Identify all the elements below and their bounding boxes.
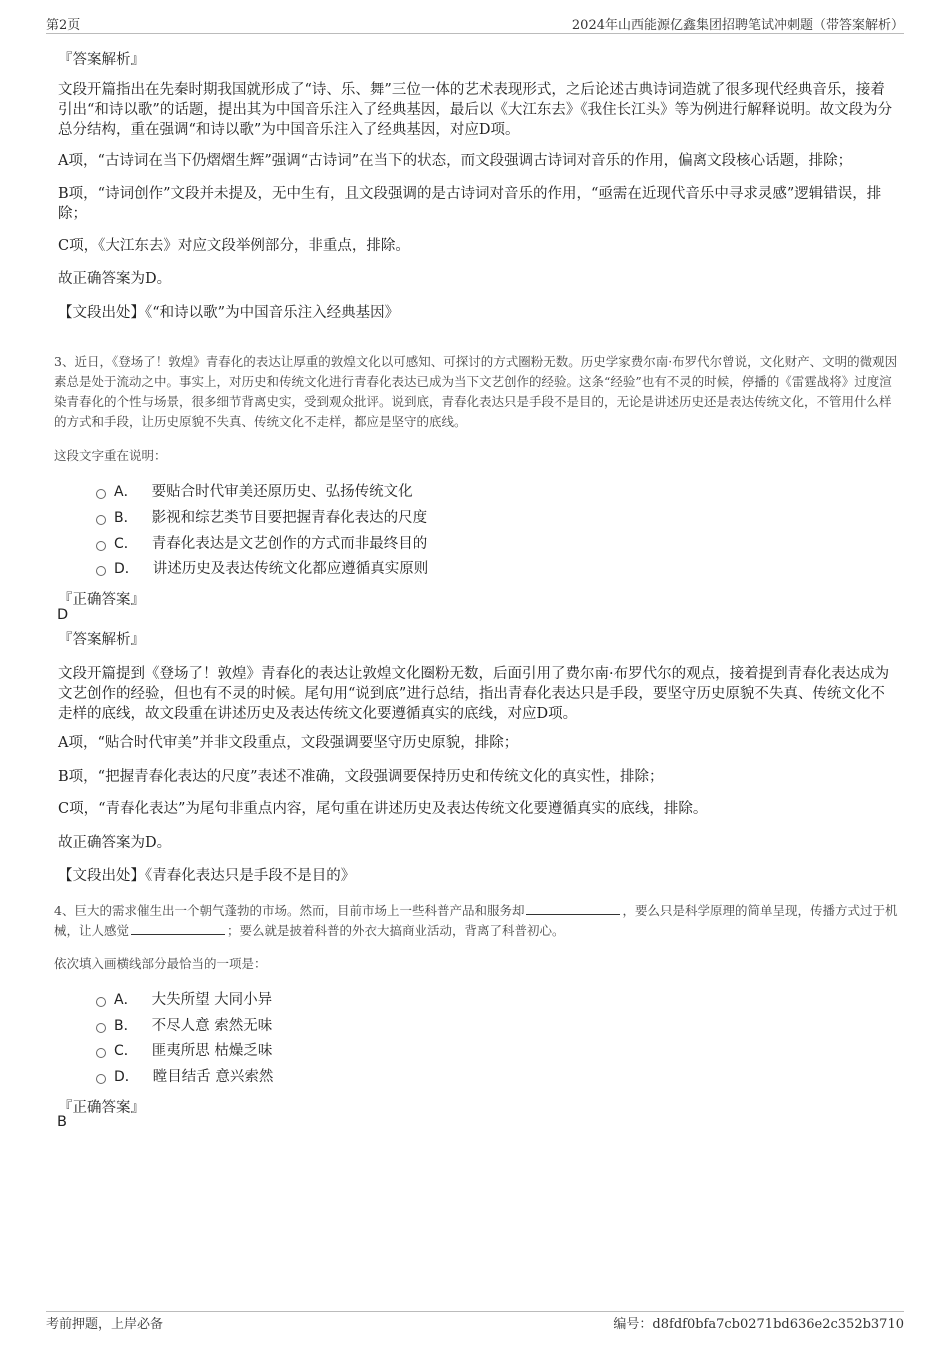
q3-option-d[interactable]: D． 讲述历史及表达传统文化都应遵循真实原则 [96, 558, 428, 580]
fill-blank-2 [131, 923, 225, 935]
q3-option-c[interactable]: C． 青春化表达是文艺创作的方式而非最终目的 [96, 533, 427, 555]
radio-icon[interactable] [96, 489, 106, 499]
footer-slogan: 考前押题，上岸必备 [46, 1317, 164, 1332]
q2-analysis-option-b: B项，“诗词创作”文段并未提及，无中生有，且文段强调的是古诗词对音乐的作用，“亟需在近现代音乐中寻求灵感”逻辑错误，排除； [58, 186, 882, 222]
q2-source: 【文段出处】《“和诗以歌”为中国音乐注入经典基因》 [58, 305, 400, 321]
q3-conclusion: 故正确答案为D。 [58, 835, 172, 851]
q2-analysis-option-c: C项，《大江东去》对应文段举例部分，非重点，排除。 [58, 238, 410, 254]
q4-option-d[interactable]: D． 瞠目结舌 意兴索然 [96, 1066, 273, 1088]
radio-icon[interactable] [96, 566, 106, 576]
q4-question: 依次填入画横线部分最恰当的一项是： [54, 956, 267, 971]
q3-analysis-text: 文段开篇提到《登场了！敦煌》青春化的表达让敦煌文化圈粉无数，后面引用了费尔南·布罗代尔的观点，接着提到青春化表达成为文艺创作的经验，但也有不灵的时候。尾句用“说到底”进行总结，指出青春化表达只是手段，要坚守历史原貌不失真、传统文化不走样的底线，故文段重在讲述历史及表达传统文化要遵循真实的底线，对应D项。 [58, 666, 890, 722]
radio-icon[interactable] [96, 541, 106, 551]
page-header [46, 14, 904, 34]
q3-correct-answer: D [57, 607, 69, 623]
q3-correct-label: 『正确答案』 [58, 592, 145, 608]
q3-analysis-option-b: B项，“把握青春化表达的尺度”表述不准确，文段强调要保持历史和传统文化的真实性，排除； [58, 769, 664, 785]
q2-analysis-option-a: A项，“古诗词在当下仍熠熠生辉”强调“古诗词”在当下的状态，而文段强调古诗词对音乐的作用，偏离文段核心话题，排除； [58, 153, 853, 169]
footer-divider [46, 1311, 904, 1312]
header-divider [46, 33, 904, 34]
radio-icon[interactable] [96, 515, 106, 525]
q4-option-c[interactable]: C． 匪夷所思 枯燥乏味 [96, 1040, 272, 1062]
q4-correct-answer: B [57, 1114, 67, 1130]
q3-option-a[interactable]: A． 要贴合时代审美还原历史、弘扬传统文化 [96, 481, 413, 503]
q3-option-b[interactable]: B． 影视和综艺类节目要把握青春化表达的尺度 [96, 507, 427, 529]
q4-stem: 4、巨大的需求催生出一个朝气蓬勃的市场。然而，目前市场上一些科普产品和服务却 ，要么只是科学原理的简单呈现，传播方式过于机械，让人感觉 ；要么就是披着科普的外衣大搞商业活动，背离了科普初心。 [54, 903, 898, 938]
q3-analysis-label: 『答案解析』 [58, 632, 145, 648]
page-footer [46, 1313, 904, 1333]
fill-blank-1 [526, 903, 620, 915]
page-number: 第2页 [46, 18, 81, 33]
q4-option-a[interactable]: A． 大失所望 大同小异 [96, 989, 272, 1011]
document-title: 2024年山西能源亿鑫集团招聘笔试冲刺题（带答案解析） [571, 18, 904, 33]
q3-question: 这段文字重在说明： [54, 448, 167, 463]
q3-stem: 3、近日，《登场了！敦煌》青春化的表达让厚重的敦煌文化以可感知、可探讨的方式圈粉无数。历史学家费尔南·布罗代尔曾说，文化财产、文明的微观因素总是处于流动之中。事实上，对历史和传统文化进行青春化表达已成为当下文艺创作的经验。这条“经验”也有不灵的时候，停播的《雷霆战将》过度渲染青春化的个性与场景，很多细节背离史实，受到观众批评。说到底，青春化表达只是手段不是目的，无论是讲述历史还是表达传统文化，不管用什么样的方式和手段，让历史原貌不失真、传统文化不走样，都应是坚守的底线。 [54, 354, 898, 429]
q2-analysis-label: 『答案解析』 [58, 52, 145, 68]
q2-conclusion: 故正确答案为D。 [58, 271, 172, 287]
q4-option-b[interactable]: B． 不尽人意 索然无味 [96, 1015, 272, 1037]
radio-icon[interactable] [96, 1074, 106, 1084]
q2-analysis-text: 文段开篇指出在先秦时期我国就形成了“诗、乐、舞”三位一体的艺术表现形式，之后论述古典诗词造就了很多现代经典音乐，接着引出“和诗以歌”的话题，提出其为中国音乐注入了经典基因，最后以《大江东去》《我住长江头》等为例进行解释说明。故文段为分总分结构，重在强调“和诗以歌”为中国音乐注入了经典基因，对应D项。 [58, 82, 893, 138]
document-code: 编号：d8fdf0bfa7cb0271bd636e2c352b3710 [613, 1317, 904, 1332]
q4-correct-label: 『正确答案』 [58, 1100, 145, 1116]
radio-icon[interactable] [96, 1048, 106, 1058]
q3-analysis-option-c: C项，“青春化表达”为尾句非重点内容，尾句重在讲述历史及表达传统文化要遵循真实的底线，排除。 [58, 801, 708, 817]
q3-analysis-option-a: A项，“贴合时代审美”并非文段重点，文段强调要坚守历史原貌，排除； [58, 735, 519, 751]
q3-source: 【文段出处】《青春化表达只是手段不是目的》 [58, 868, 356, 884]
radio-icon[interactable] [96, 1023, 106, 1033]
radio-icon[interactable] [96, 997, 106, 1007]
